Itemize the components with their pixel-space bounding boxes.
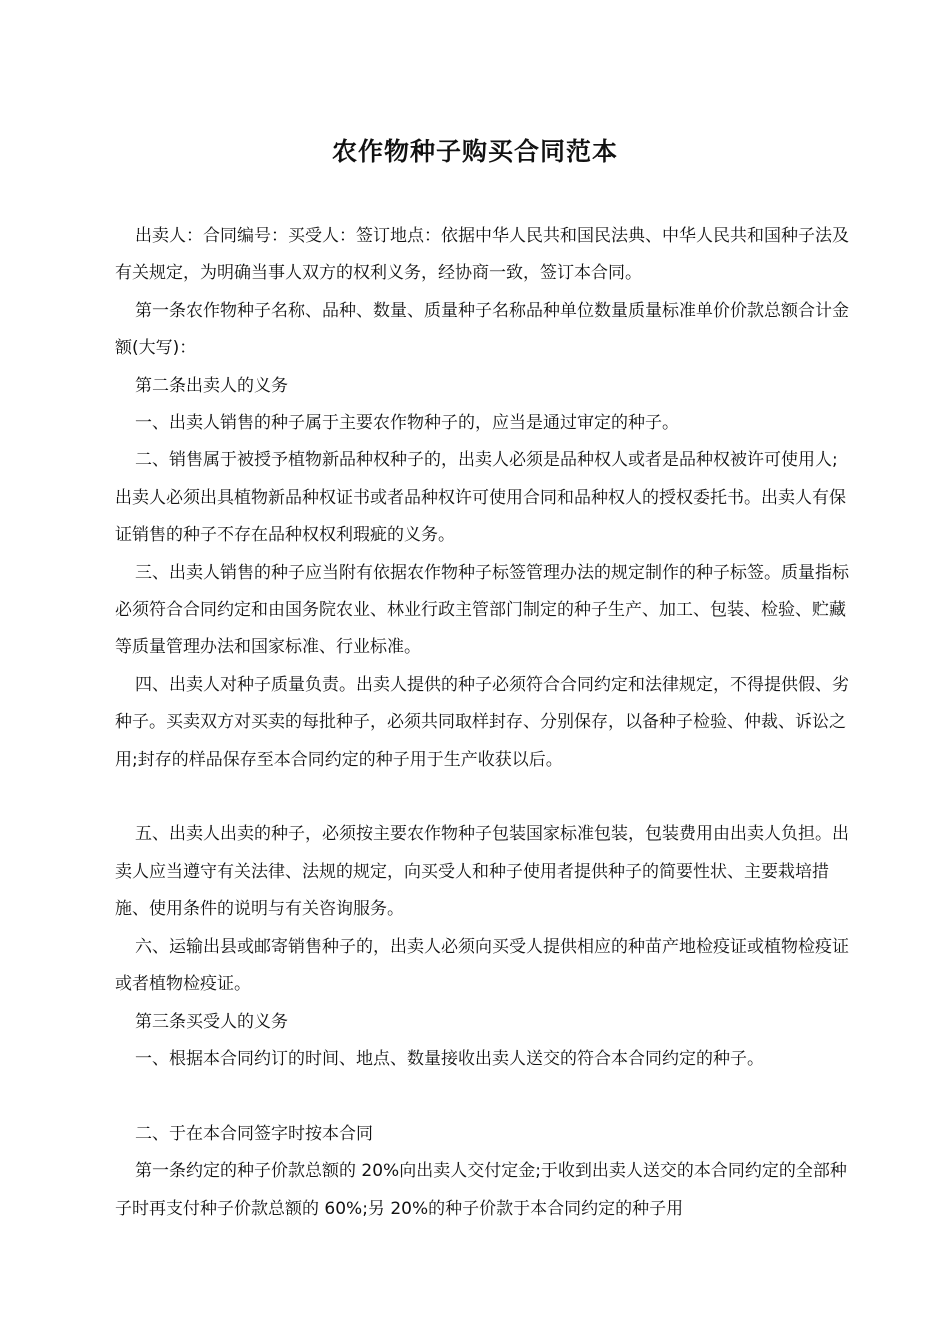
paragraph-preamble: 出卖人：合同编号：买受人：签订地点：依据中华人民共和国民法典、中华人民共和国种子法及有关规定，为明确当事人双方的权利义务，经协商一致，签订本合同。	[115, 226, 849, 284]
paragraph-article-2-item-5: 五、出卖人出卖的种子，必须按主要农作物种子包装国家标准包装，包装费用由出卖人负担。出卖人应当遵守有关法律、法规的规定，向买受人和种子使用者提供种子的简要性状、主要栽培措施、使用条件的说明与有关咨询服务。	[115, 824, 849, 920]
paragraph-article-2-item-6: 六、运输出县或邮寄销售种子的，出卖人必须向买受人提供相应的种苗产地检疫证或植物检疫证或者植物检疫证。	[115, 936, 849, 995]
paragraph-article-2-item-3: 三、出卖人销售的种子应当附有依据农作物种子标签管理办法的规定制作的种子标签。质量指标必须符合合同约定和由国务院农业、林业行政主管部门制定的种子生产、加工、包装、检验、贮藏等质量管理办法和国家标准、行业标准。	[115, 562, 849, 658]
paragraph-article-2-item-4: 四、出卖人对种子质量负责。出卖人提供的种子必须符合合同约定和法律规定，不得提供假、劣种子。买卖双方对买卖的每批种子，必须共同取样封存、分别保存，以备种子检验、仲裁、诉讼之用;封存的样品保存至本合同约定的种子用于生产收获以后。	[115, 674, 849, 770]
paragraph-article-2-item-1: 一、出卖人销售的种子属于主要农作物种子的，应当是通过审定的种子。	[135, 413, 679, 434]
document-body	[115, 218, 850, 1228]
document-title: 农作物种子购买合同范本	[331, 137, 618, 166]
heading-article-3: 第三条买受人的义务	[135, 1011, 288, 1032]
paragraph-article-1: 第一条农作物种子名称、品种、数量、质量种子名称品种单位数量质量标准单价价款总额合计金额(大写)：	[115, 300, 849, 359]
paragraph-article-3-item-1: 一、根据本合同约订的时间、地点、数量接收出卖人送交的符合本合同约定的种子。	[135, 1048, 764, 1069]
heading-article-2: 第二条出卖人的义务	[135, 375, 288, 396]
paragraph-payment-terms: 第一条约定的种子价款总额的 20%向出卖人交付定金;于收到出卖人送交的本合同约定的全部种子时再支付种子价款总额的 60%;另 20%的种子价款于本合同约定的种子用	[115, 1161, 847, 1219]
paragraph-article-2-item-2: 二、销售属于被授予植物新品种权种子的，出卖人必须是品种权人或者是品种权被许可使用人;出卖人必须出具植物新品种权证书或者品种权许可使用合同和品种权人的授权委托书。出卖人有保证销售的种子不存在品种权权利瑕疵的义务。	[115, 450, 846, 546]
paragraph-article-3-item-2: 二、于在本合同签字时按本合同	[135, 1123, 373, 1144]
